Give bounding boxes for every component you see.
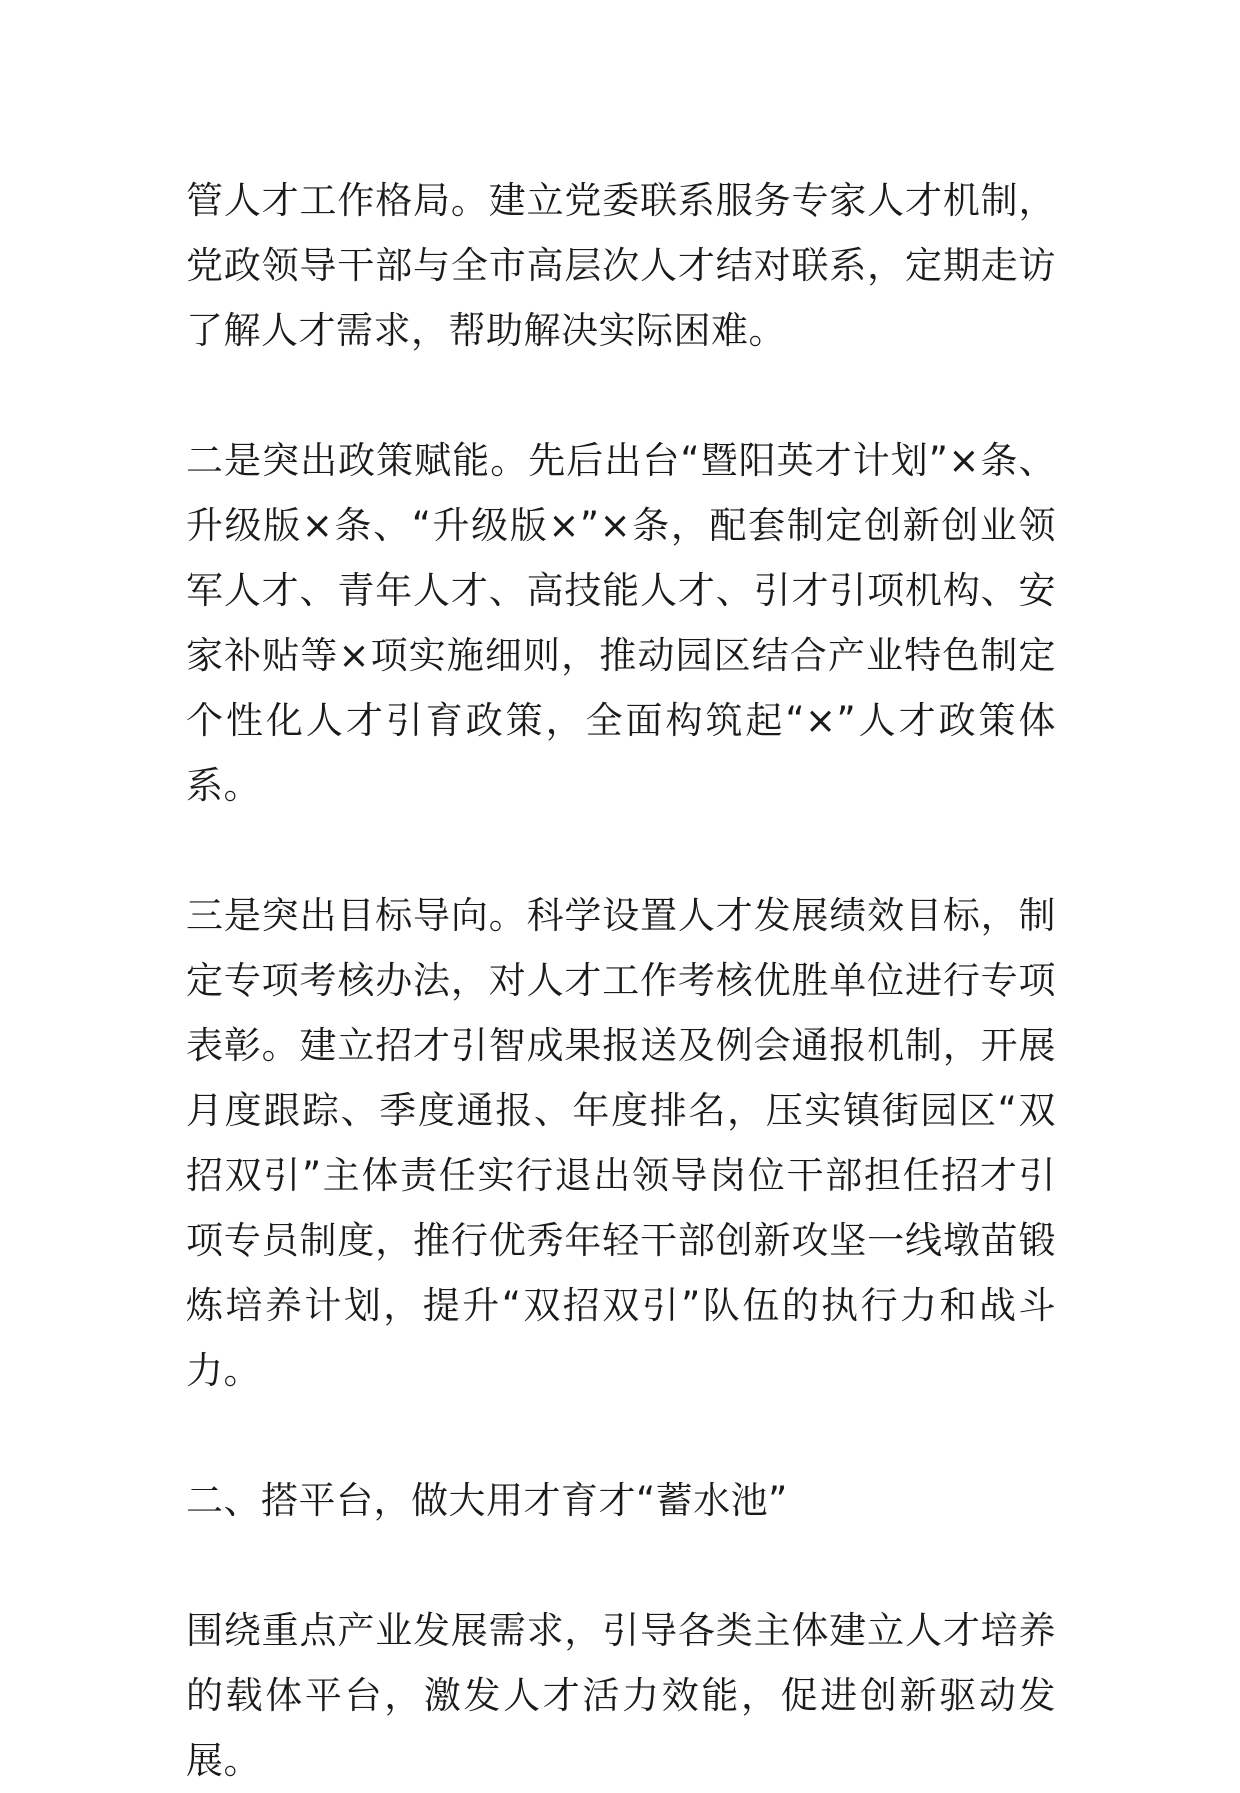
paragraph-goal-orientation: 三是突出目标导向。科学设置人才发展绩效目标，制定专项考核办法，对人才工作考核优胜单位进行专项表彰。建立招才引智成果报送及例会通报机制，开展月度跟踪、季度通报、年度排名，压实镇街园区“双招双引”主体责任实行退出领导岗位干部担任招才引项专员制度，推行优秀年轻干部创新攻坚一线墩苗锻炼培养计划，提升“双招双引”队伍的执行力和战斗力。 — [186, 894, 1056, 1392]
paragraph-platform-building: 围绕重点产业发展需求，引导各类主体建立人才培养的载体平台，激发人才活力效能，促进创新驱动发展。 — [186, 1609, 1056, 1782]
section-heading: 二、搭平台，做大用才育才“蓄水池” — [186, 1479, 788, 1522]
paragraph-talent-work-pattern: 管人才工作格局。建立党委联系服务专家人才机制，党政领导干部与全市高层次人才结对联系，定期走访了解人才需求，帮助解决实际困难。 — [186, 179, 1056, 352]
paragraph-policy-empowerment: 二是突出政策赋能。先后出台“暨阳英才计划”×条、升级版×条、“升级版×”×条，配套制定创新创业领军人才、青年人才、高技能人才、引才引项机构、安家补贴等×项实施细则，推动园区结合产业特色制定个性化人才引育政策，全面构筑起“×”人才政策体系。 — [186, 439, 1056, 807]
document-body — [186, 168, 1056, 1793]
